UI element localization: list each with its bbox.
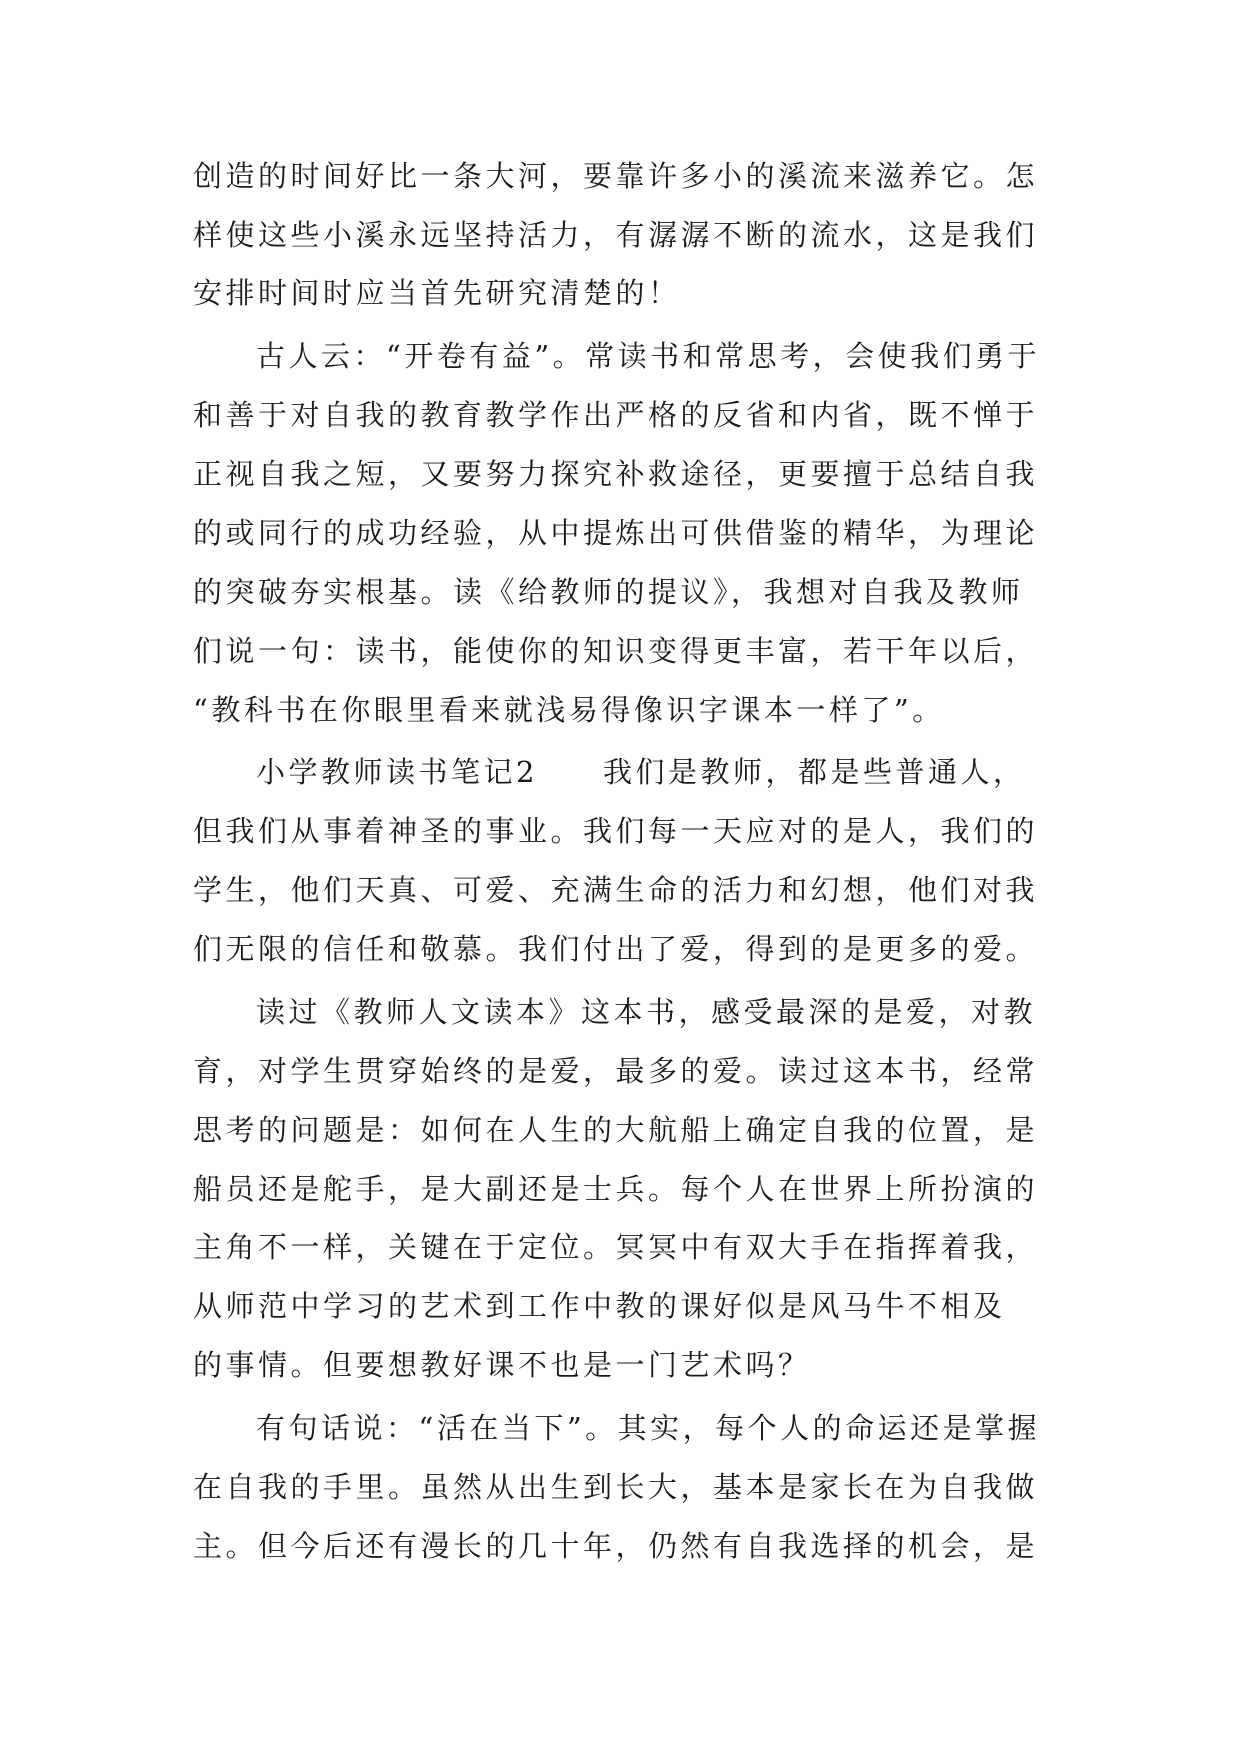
paragraph-first-line: 有句话说：“活在当下”。其实，每个人的命运还是掌握: [256, 1411, 1041, 1445]
text-line: 们无限的信任和敬慕。我们付出了爱，得到的是更多的爱。: [193, 932, 1039, 966]
text-line: 主角不一样，关键在于定位。冥冥中有双大手在指挥着我，: [193, 1230, 1039, 1264]
text-line: 思考的问题是：如何在人生的大航船上确定自我的位置，是: [193, 1113, 1039, 1147]
text-line: 创造的时间好比一条大河，要靠许多小的溪流来滋养它。怎: [193, 159, 1039, 193]
section-heading-line: 小学教师读书笔记2 我们是教师，都是些普通人，: [256, 755, 1026, 789]
text-line: 育，对学生贯穿始终的是爱，最多的爱。读过这本书，经常: [193, 1054, 1039, 1088]
text-line: 船员还是舵手，是大副还是士兵。每个人在世界上所扮演的: [193, 1172, 1039, 1206]
text-line: 但我们从事着神圣的事业。我们每一天应对的是人，我们的: [193, 814, 1039, 848]
text-line: 安排时间时应当首先研究清楚的！: [193, 276, 681, 310]
paragraph-first-line: 读过《教师人文读本》这本书，感受最深的是爱，对教: [256, 995, 1037, 1029]
text-line: 主。但今后还有漫长的几十年，仍然有自我选择的机会，是: [193, 1529, 1039, 1563]
text-line: 从师范中学习的艺术到工作中教的课好似是风马牛不相及: [193, 1289, 1006, 1323]
text-line: 学生，他们天真、可爱、充满生命的活力和幻想，他们对我: [193, 873, 1039, 907]
text-line: “教科书在你眼里看来就浅易得像识字课本一样了”。: [193, 693, 945, 727]
paragraph-first-line: 古人云：“开卷有益”。常读书和常思考，会使我们勇于: [256, 339, 1041, 373]
text-line: 的突破夯实根基。读《给教师的提议》，我想对自我及教师: [193, 575, 1024, 609]
text-line: 和善于对自我的教育教学作出严格的反省和内省，既不惮于: [193, 398, 1039, 432]
text-line: 正视自我之短，又要努力探究补救途径，更要擅于总结自我: [193, 457, 1039, 491]
text-line: 样使这些小溪永远坚持活力，有潺潺不断的流水，这是我们: [193, 218, 1039, 252]
text-line: 的或同行的成功经验，从中提炼出可供借鉴的精华，为理论: [193, 516, 1039, 550]
text-line: 在自我的手里。虽然从出生到长大，基本是家长在为自我做: [193, 1470, 1039, 1504]
text-line: 的事情。但要想教好课不也是一门艺术吗？: [193, 1348, 811, 1382]
text-line: 们说一句：读书，能使你的知识变得更丰富，若干年以后，: [193, 634, 1039, 668]
